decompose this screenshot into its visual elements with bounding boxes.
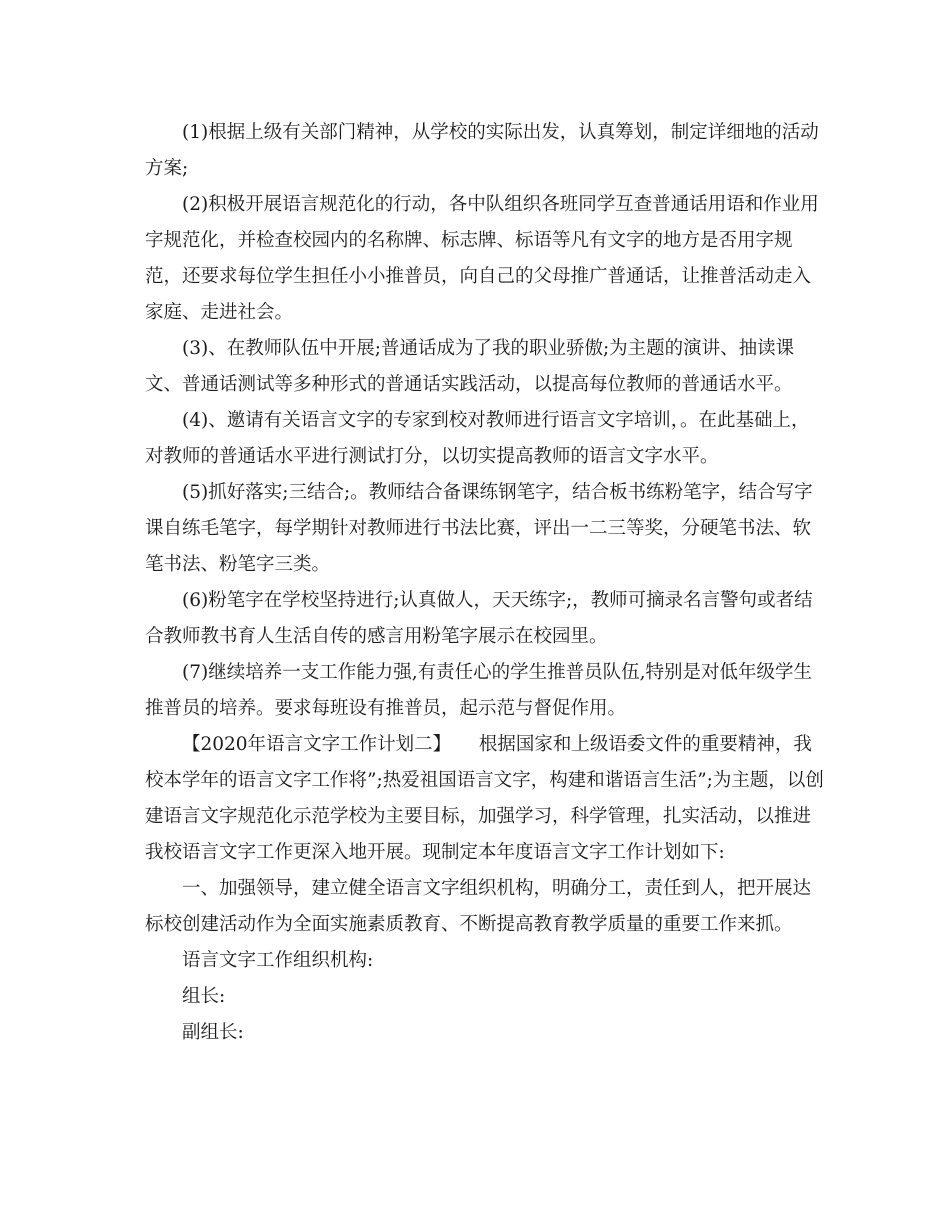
paragraph-7: (7)继续培养一支工作能力强,有责任心的学生推普员队伍,特别是对低年级学生推普员的培养。要求每班设有推普员，起示范与督促作用。 [145, 662, 812, 719]
paragraph-3: (3)、在教师队伍中开展;普通话成为了我的职业骄傲;为主题的演讲、抽读课文、普通话测试等多种形式的普通话实践活动，以提高每位教师的普通话水平。 [145, 338, 795, 395]
paragraph-2: (2)积极开展语言规范化的行动，各中队组织各班同学互查普通话用语和作业用字规范化，并检查校园内的名称牌、标志牌、标语等凡有文字的地方是否用字规范，还要求每位学生担任小小推普员，向自己的父母推广普通话，让推普活动走入家庭、走进社会。 [145, 194, 819, 323]
paragraph-4: (4)、邀请有关语言文字的专家到校对教师进行语言文字培训，。在此基础上，对教师的普通话水平进行测试打分，以切实提高教师的语言文字水平。 [145, 410, 810, 467]
paragraph-deputy-leader: 副组长: [182, 1022, 244, 1043]
document-body [145, 115, 825, 1051]
paragraph-org-heading: 语言文字工作组织机构: [182, 950, 374, 971]
paragraph-1: (1)根据上级有关部门精神，从学校的实际出发，认真筹划，制定详细地的活动方案; [145, 122, 819, 179]
paragraph-plan-two: 【2020年语言文字工作计划二】 根据国家和上级语委文件的重要精神，我校本学年的语言文字工作将”;热爱祖国语言文字，构建和谐语言生活”;为主题，以创建语言文字规范化示范学校为主要目标，加强学习，科学管理，扎实活动，以推进我校语言文字工作更深入地开展。现制定本年度语言文字工作计划如下: [145, 734, 824, 863]
paragraph-section-one: 一、加强领导，建立健全语言文字组织机构，明确分工，责任到人，把开展达标校创建活动作为全面实施素质教育、不断提高教育教学质量的重要工作来抓。 [145, 878, 812, 935]
paragraph-6: (6)粉笔字在学校坚持进行;认真做人，天天练字;，教师可摘录名言警句或者结合教师教书育人生活自传的感言用粉笔字展示在校园里。 [145, 590, 813, 647]
paragraph-5: (5)抓好落实;三结合;。教师结合备课练钢笔字，结合板书练粉笔字，结合写字课自练毛笔字，每学期针对教师进行书法比赛，评出一二三等奖，分硬笔书法、软笔书法、粉笔字三类。 [145, 482, 813, 575]
paragraph-team-leader: 组长: [182, 986, 226, 1007]
